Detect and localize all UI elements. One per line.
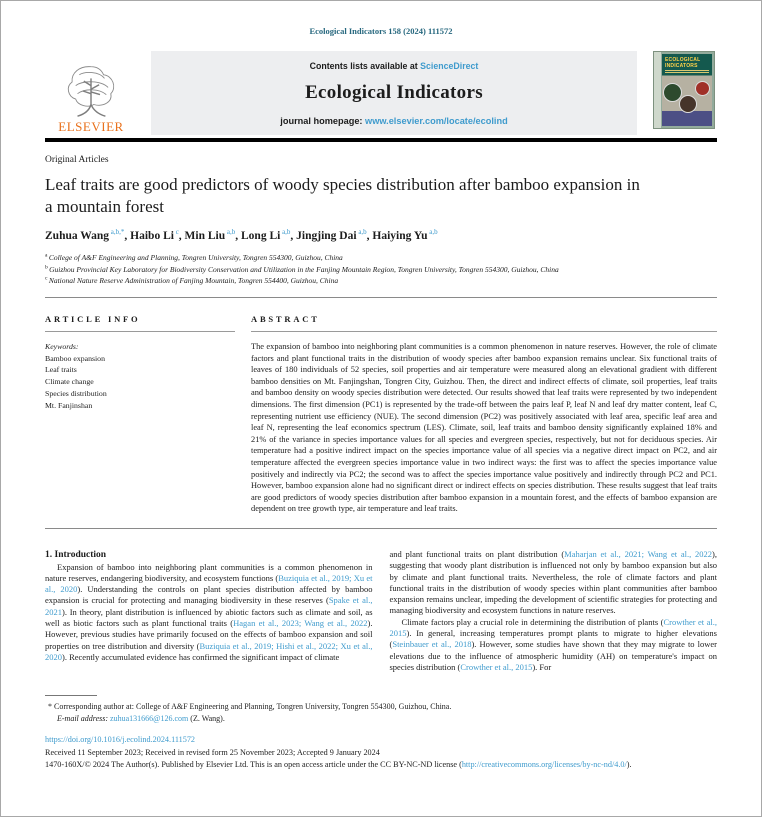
corresponding-author-footnote — [45, 695, 717, 724]
contents-prefix: Contents lists available at — [309, 61, 421, 71]
article-info-rule — [45, 331, 235, 332]
abstract-text: The expansion of bamboo into neighboring plant communities is a common phenomenon in nature reserves. However, the role of climate factors and plant functional traits in the distribution of woody species after bamboo expansion remains unclear. Six functional traits of leaves of 180 individuals of 52 species, soil properties and air temperature were measured along an elevational gradient with different bamboo densities on Mt. Fanjingshan, Tongren City, Guizhou. Then, the direct and indirect effects of climate, soil properties, leaf traits and bamboo density on woody species distribution were detected. Our results showed that leaf traits were represented by two independent dimensions. The first dimension (PC1) is represented by the trade-off between the pairs leaf P, leaf N and leaf dry matter content, leaf C, representing nutrient use efficiency (NUE). The second dimension (PC2) was positively associated with leaf area, specific leaf area and leaf N, representing the leaf economics spectrum (LES). Climate, soil, leaf traits and bamboo density significantly explained 18% and 21% of the variance in species importance values for all species and evergreen species, respectively, but not for deciduous species. Air temperature had a positive indirect impact on the species importance value of all species via a negative direct impact on PC2, and air temperature affected the evergreen species importance value in two indirect ways: the first was to affect the species importance value positively and indirectly via PC2; the second was to affect the species importance value positively and indirectly through PC2 and PC1. However, bamboo expansion alone had no significant direct or indirect effects on species distribution. These results suggest that leaf traits are good predictors of woody species distribution after bamboo expansion in a mountain forest, and the effects of bamboo expansion are dependent on tree growth type, air temperature and leaf traits. — [251, 342, 717, 514]
abstract-column — [251, 314, 717, 515]
divider-after-abstract — [45, 528, 717, 529]
cover-spine — [654, 52, 661, 128]
email-line: E-mail address: zuhua131666@126.com (Z. Wang). — [57, 713, 225, 723]
keywords-label: Keywords: — [45, 342, 79, 352]
introduction-heading: 1. Introduction — [45, 549, 107, 560]
elsevier-wordmark: ELSEVIER — [58, 119, 124, 134]
footnote-rule — [45, 695, 97, 696]
elsevier-tree-icon — [58, 64, 124, 118]
homepage-prefix: journal homepage: — [280, 116, 366, 126]
affiliation-a: $^a$ College of A&F Engineering and Planning, Tongren University, Tongren 554300, Guizhou, China — [45, 252, 343, 263]
cover-photo-circle-red — [695, 81, 710, 96]
journal-title: Ecological Indicators — [305, 82, 483, 103]
journal-masthead — [45, 51, 717, 135]
author-list: Zuhua Wang $^{a,b,*}$, Haibo Li $^c$, Min Liu $^{a,b}$, Long Li $^{a,b}$, Jingjing Dai $^{a,b}$, Haiying Yu $^{a,b}$ — [45, 228, 438, 243]
journal-cover-thumbnail — [653, 51, 717, 135]
keyword-item: Climate change — [45, 377, 94, 387]
sciencedirect-link[interactable]: ScienceDirect — [420, 61, 479, 71]
article-title: Leaf traits are good predictors of woody species distribution after bamboo expansion in a mountain forest — [45, 175, 640, 217]
homepage-link[interactable]: www.elsevier.com/locate/ecolind — [365, 116, 508, 126]
cover-photo-circle-brown — [679, 95, 697, 113]
journal-header-box — [151, 51, 637, 135]
introduction-paragraph-1: Expansion of bamboo into neighboring plant communities is a common phenomenon in nature reserves, endangering biodiversity, and ecosystem functions (Buziquia et al., 2019; Xu et al., 2020). Understanding the controls on plant species distribution affected by bamboo expansion is crucial for protecting and managing biodiversity in these reserves (Spake et al., 2021). In theory, plant distribution is influenced by abiotic factors such as climate and soil, as well as biotic factors such as plant functional traits (Hagan et al., 2023; Wang et al., 2022). However, previous studies have primarily focused on the effects of bamboo expansion and soil properties on tree distribution and diversity (Buziquia et al., 2019; Hishi et al., 2022; Xu et al., 2020). Recently accumulated evidence has confirmed the significant impact of climate — [45, 561, 373, 662]
journal-citation: Ecological Indicators 158 (2024) 111572 — [309, 26, 453, 36]
doi-link[interactable]: https://doi.org/10.1016/j.ecolind.2024.111572 — [45, 735, 196, 745]
journal-homepage-line — [157, 116, 631, 126]
introduction-paragraph-2: Climate factors play a crucial role in determining the distribution of plants (Crowther et al., 2015). In general, increasing temperatures prompt plants to migrate to higher elevations (Steinbauer et al., 2018). However, some studies have shown that they may migrate to lower elevations due to the influence of atmospheric humidity (AH) on temperature's impact on species distribution (Crowther et al., 2015). For — [389, 616, 718, 672]
contents-list-line — [157, 61, 631, 71]
keyword-item: Species distribution — [45, 388, 107, 398]
keyword-item: Bamboo expansion — [45, 353, 105, 363]
body-column-left — [45, 549, 373, 673]
article-info-column — [45, 314, 235, 515]
article-type-label: Original Articles — [45, 155, 109, 165]
corresponding-author-line: * Corresponding author at: College of A&F Engineering and Planning, Tongren University, Tongren 554300, Guizhou, China. — [48, 702, 452, 712]
article-info-heading: ARTICLE INFO — [45, 314, 141, 325]
abstract-rule — [251, 331, 717, 332]
cover-title: ECOLOGICAL INDICATORS — [665, 57, 701, 69]
cover-subtitle-bar2 — [665, 72, 709, 73]
abstract-heading: ABSTRACT — [251, 314, 320, 325]
received-dates-line: Received 11 September 2023; Received in revised form 25 November 2023; Accepted 9 January 2024 — [45, 747, 380, 757]
introduction-paragraph-1-continued: and plant functional traits on plant distribution (Maharjan et al., 2021; Wang et al., 2022), suggesting that woody plant distribution is influenced not only by bamboo expansion but also by climate and plant functional traits. Nevertheless, the role of climate factors and plant functional traits in the distribution of woody species within plant communities after bamboo expansion remains unclear, impeding the development of scientific strategies for protecting and managing biodiversity and ecosystem functions in nature reserves. — [389, 548, 717, 616]
affiliations — [45, 252, 717, 287]
masthead-divider-bar — [45, 138, 717, 142]
copyright-line: 1470-160X/© 2024 The Author(s). Published by Elsevier Ltd. This is an open access article under the CC BY-NC-ND license (http://creativecommons.org/licenses/by-nc-nd/4.0/). — [45, 760, 632, 770]
affiliation-b: $^b$ Guizhou Provincial Key Laboratory for Biodiversity Conservation and Utilization in the Fanjing Mountain Region, Tongren University, Tongren 554300, Guizhou, China — [45, 264, 559, 274]
cover-subtitle-bar — [665, 70, 709, 71]
divider-after-affiliations — [45, 297, 717, 298]
affiliation-c: $^c$ National Nature Reserve Administration of Fanjing Mountain, Tongren 554400, Guizhou, China — [45, 275, 339, 286]
keyword-item: Mt. Fanjinshan — [45, 400, 93, 410]
elsevier-logo — [45, 51, 137, 135]
journal-cover-image — [653, 51, 715, 129]
body-column-right — [390, 549, 718, 673]
keyword-item: Leaf traits — [45, 365, 77, 375]
article-footer — [45, 734, 717, 771]
cover-face — [662, 54, 712, 126]
